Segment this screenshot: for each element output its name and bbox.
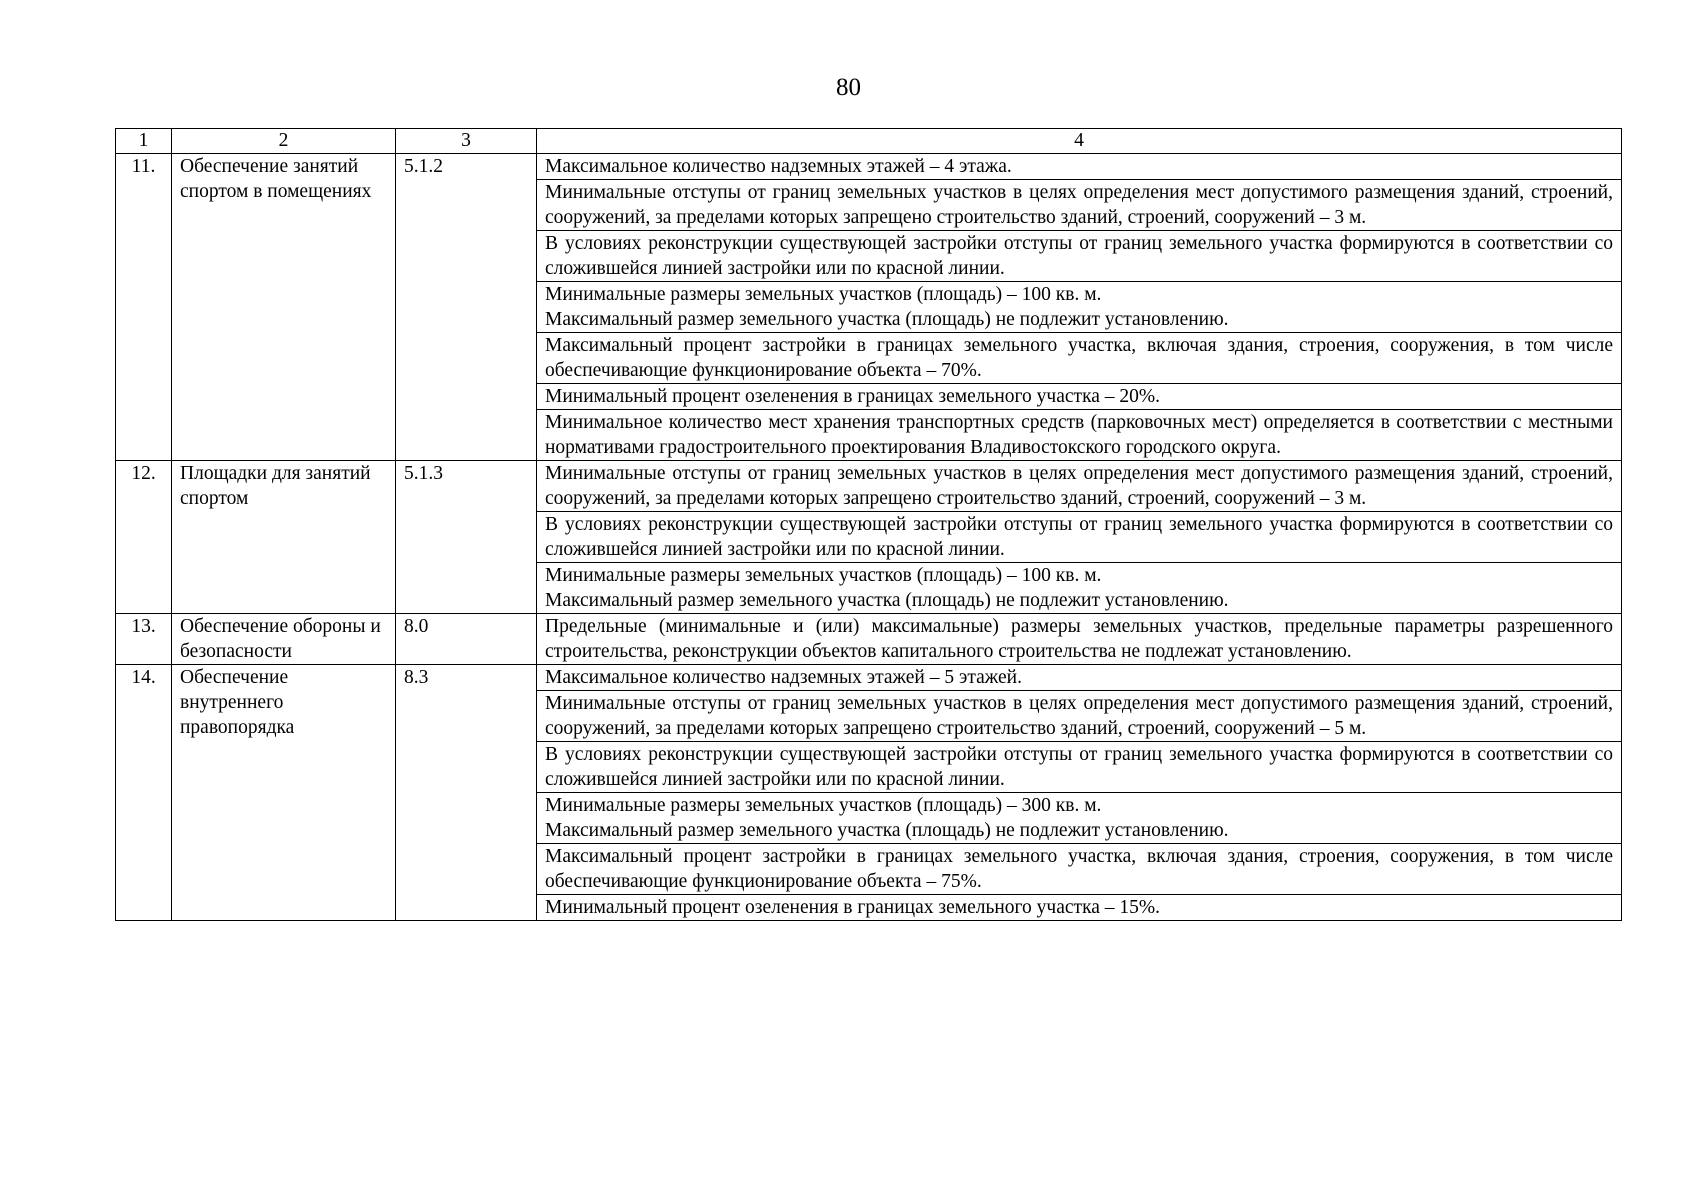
use-code: 5.1.3 — [396, 461, 537, 614]
use-name: Обеспечение занятий спортом в помещениях — [172, 154, 396, 461]
page-number: 80 — [836, 74, 861, 101]
parameter-cell — [537, 895, 1622, 921]
table-row — [116, 461, 1622, 512]
parameter-text: Минимальные отступы от границ земельных участков в целях определения мест допустимого размещения зданий, строений, сооружений, за пределами которых запрещено строительство зданий, строений, сооружений – 3 м. — [545, 463, 1613, 509]
parameter-cell — [537, 614, 1622, 665]
parameter-cell — [537, 333, 1622, 384]
use-code: 5.1.2 — [396, 154, 537, 461]
use-name: Площадки для занятий спортом — [172, 461, 396, 614]
header-col-3: 3 — [396, 129, 537, 154]
use-code: 8.3 — [396, 665, 537, 921]
use-code: 8.0 — [396, 614, 537, 665]
row-number: 13. — [116, 614, 172, 665]
row-number: 12. — [116, 461, 172, 614]
table-row — [116, 614, 1622, 665]
use-name: Обеспечение внутреннего правопорядка — [172, 665, 396, 921]
parameter-text: Максимальный размер земельного участка (площадь) не подлежит установлению. — [545, 820, 1229, 841]
parameter-cell — [537, 180, 1622, 231]
parameter-cell — [537, 461, 1622, 512]
parameter-text: Минимальные размеры земельных участков (площадь) – 300 кв. м. — [545, 795, 1102, 816]
parameter-text: Минимальные отступы от границ земельных участков в целях определения мест допустимого размещения зданий, строений, сооружений, за пределами которых запрещено строительство зданий, строений, сооружений – 5 м. — [545, 693, 1613, 739]
parameter-text: Минимальные отступы от границ земельных участков в целях определения мест допустимого размещения зданий, строений, сооружений, за пределами которых запрещено строительство зданий, строений, сооружений – 3 м. — [545, 182, 1613, 228]
parameter-text: В условиях реконструкции существующей застройки отступы от границ земельного участка формируются в соответствии со сложившейся линией застройки или по красной линии. — [545, 744, 1613, 790]
parameter-cell — [537, 844, 1622, 895]
table-row — [116, 154, 1622, 180]
parameter-cell — [537, 231, 1622, 282]
parameter-text: Максимальное количество надземных этажей – 5 этажей. — [545, 667, 1022, 688]
table-row — [116, 665, 1622, 691]
parameter-text: Минимальный процент озеленения в границах земельного участка – 15%. — [545, 897, 1161, 918]
parameter-text: В условиях реконструкции существующей застройки отступы от границ земельного участка формируются в соответствии со сложившейся линией застройки или по красной линии. — [545, 514, 1613, 560]
parameter-text: Минимальные размеры земельных участков (площадь) – 100 кв. м. — [545, 565, 1102, 586]
regulations-table — [115, 128, 1622, 921]
parameter-cell — [537, 742, 1622, 793]
parameter-text: Предельные (минимальные и (или) максимальные) размеры земельных участков, предельные параметры разрешенного строительства, реконструкции объектов капитального строительства не подлежат установлению. — [545, 616, 1613, 662]
parameter-cell — [537, 282, 1622, 333]
parameter-cell — [537, 410, 1622, 461]
parameter-text: Минимальное количество мест хранения транспортных средств (парковочных мест) определяется в соответствии с местными нормативами градостроительного проектирования Владивостокского городского округа. — [545, 412, 1613, 458]
parameter-text: Максимальное количество надземных этажей – 4 этажа. — [545, 156, 1012, 177]
parameter-cell — [537, 154, 1622, 180]
parameter-cell — [537, 512, 1622, 563]
row-number: 14. — [116, 665, 172, 921]
parameter-text: Максимальный процент застройки в границах земельного участка, включая здания, строения, сооружения, в том числе обеспечивающие функционирование объекта – 70%. — [545, 335, 1613, 381]
parameter-text: В условиях реконструкции существующей застройки отступы от границ земельного участка формируются в соответствии со сложившейся линией застройки или по красной линии. — [545, 233, 1613, 279]
use-name: Обеспечение обороны и безопасности — [172, 614, 396, 665]
parameter-text: Минимальный процент озеленения в границах земельного участка – 20%. — [545, 386, 1161, 407]
parameter-text: Максимальный процент застройки в границах земельного участка, включая здания, строения, сооружения, в том числе обеспечивающие функционирование объекта – 75%. — [545, 846, 1613, 892]
header-col-4: 4 — [537, 129, 1622, 154]
header-col-1: 1 — [116, 129, 172, 154]
parameter-cell — [537, 793, 1622, 844]
parameter-cell — [537, 665, 1622, 691]
parameter-cell — [537, 691, 1622, 742]
table-body — [116, 154, 1622, 921]
row-number: 11. — [116, 154, 172, 461]
header-row — [116, 129, 1622, 154]
parameter-cell — [537, 384, 1622, 410]
parameter-text: Максимальный размер земельного участка (площадь) не подлежит установлению. — [545, 309, 1229, 330]
header-col-2: 2 — [172, 129, 396, 154]
parameter-text: Минимальные размеры земельных участков (площадь) – 100 кв. м. — [545, 284, 1102, 305]
parameter-cell — [537, 563, 1622, 614]
parameter-text: Максимальный размер земельного участка (площадь) не подлежит установлению. — [545, 590, 1229, 611]
